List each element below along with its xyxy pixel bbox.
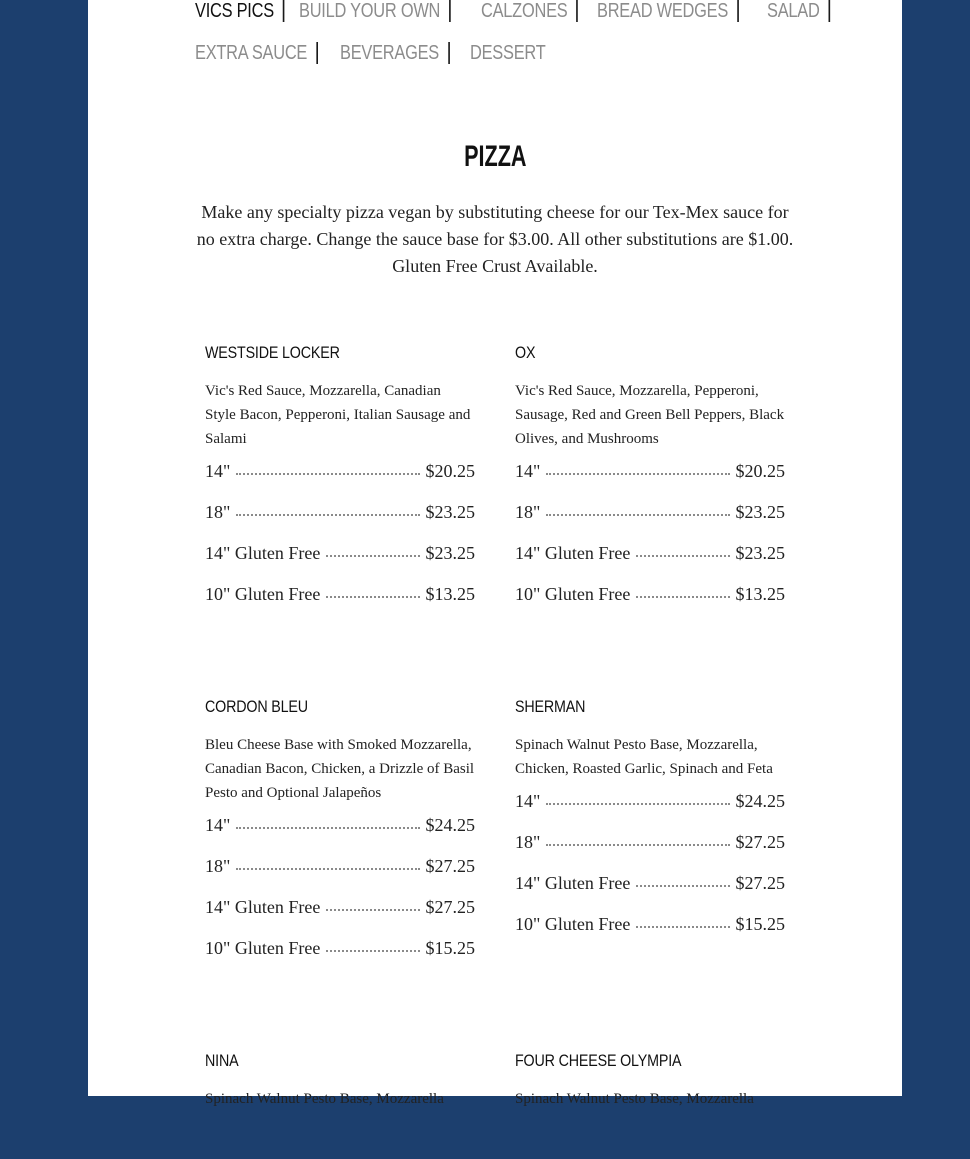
- section-title-text: PIZZA: [463, 140, 527, 173]
- item-description: Spinach Walnut Pesto Base, Mozzarella, Chicken, Roasted Garlic, Spinach and Feta: [515, 737, 773, 777]
- price-value: $27.25: [735, 873, 785, 893]
- price-list: [515, 791, 785, 955]
- size-label: 10" Gluten Free: [205, 938, 321, 958]
- nav-item-salad[interactable]: SALAD: [758, 0, 830, 22]
- price-value: $23.25: [735, 502, 785, 522]
- dot-leader: [326, 555, 419, 557]
- size-label: 18": [205, 856, 231, 876]
- price-value: $24.25: [425, 815, 475, 835]
- size-label: 14": [205, 461, 231, 481]
- menu-item-sherman: [515, 696, 785, 955]
- dot-leader: [636, 885, 729, 887]
- price-value: $27.25: [735, 832, 785, 852]
- price-row: [515, 914, 785, 955]
- size-label: 10" Gluten Free: [515, 584, 631, 604]
- dot-leader: [546, 473, 729, 475]
- size-label: 14" Gluten Free: [205, 897, 321, 917]
- size-label: 14" Gluten Free: [515, 873, 631, 893]
- price-row: [205, 938, 475, 979]
- price-value: $24.25: [735, 791, 785, 811]
- price-value: $27.25: [425, 856, 475, 876]
- page: [88, 0, 902, 1107]
- price-row: [515, 502, 785, 543]
- dot-leader: [326, 950, 419, 952]
- nav-item-vics-pics[interactable]: VICS PICS: [195, 0, 285, 22]
- section-title: [88, 140, 902, 174]
- size-label: 18": [515, 502, 541, 522]
- price-row: [515, 832, 785, 873]
- dot-leader: [236, 473, 419, 475]
- price-row: [515, 873, 785, 914]
- menu-item-ox: [515, 342, 785, 625]
- nav-item-beverages[interactable]: BEVERAGES: [331, 42, 450, 64]
- dot-leader: [546, 844, 729, 846]
- item-name: FOUR CHEESE OLYMPIA: [515, 1051, 682, 1070]
- item-description: Spinach Walnut Pesto Base, Mozzarella: [515, 1091, 754, 1107]
- price-row: [205, 856, 475, 897]
- item-name: WESTSIDE LOCKER: [205, 343, 340, 362]
- nav-item-dessert[interactable]: DESSERT: [470, 42, 546, 64]
- price-row: [515, 791, 785, 832]
- price-value: $15.25: [425, 938, 475, 958]
- nav-item-build-your-own[interactable]: BUILD YOUR OWN: [290, 0, 451, 22]
- item-name: NINA: [205, 1051, 239, 1070]
- price-value: $23.25: [735, 543, 785, 563]
- price-value: $13.25: [425, 584, 475, 604]
- price-list: [205, 815, 475, 979]
- dot-leader: [236, 868, 419, 870]
- size-label: 18": [515, 832, 541, 852]
- price-row: [205, 584, 475, 625]
- item-name: SHERMAN: [515, 697, 586, 716]
- dot-leader: [236, 827, 419, 829]
- price-row: [205, 461, 475, 502]
- size-label: 14": [205, 815, 231, 835]
- menu-item-cordon-bleu: [205, 696, 475, 979]
- price-value: $20.25: [735, 461, 785, 481]
- nav-item-bread-wedges[interactable]: BREAD WEDGES: [588, 0, 739, 22]
- size-label: 10" Gluten Free: [205, 584, 321, 604]
- price-row: [205, 897, 475, 938]
- size-label: 18": [205, 502, 231, 522]
- dot-leader: [636, 596, 729, 598]
- dot-leader: [326, 909, 419, 911]
- dot-leader: [636, 926, 729, 928]
- dot-leader: [326, 596, 419, 598]
- price-row: [205, 502, 475, 543]
- price-row: [205, 543, 475, 584]
- item-description: Vic's Red Sauce, Mozzarella, Canadian Style Bacon, Pepperoni, Italian Sausage and Salami: [205, 383, 471, 447]
- item-description: Vic's Red Sauce, Mozzarella, Pepperoni, Sausage, Red and Green Bell Peppers, Black Olives, and Mushrooms: [515, 383, 785, 447]
- size-label: 10" Gluten Free: [515, 914, 631, 934]
- price-value: $23.25: [425, 543, 475, 563]
- size-label: 14" Gluten Free: [515, 543, 631, 563]
- dot-leader: [546, 514, 729, 516]
- menu-item-nina: [205, 1050, 475, 1159]
- price-value: $27.25: [425, 897, 475, 917]
- price-row: [205, 815, 475, 856]
- item-name: CORDON BLEU: [205, 697, 308, 716]
- price-value: $20.25: [425, 461, 475, 481]
- dot-leader: [236, 514, 419, 516]
- menu-item-westside-locker: [205, 342, 475, 625]
- price-list: [515, 461, 785, 625]
- price-row: [515, 543, 785, 584]
- nav-row-2: [195, 41, 561, 65]
- price-value: $23.25: [425, 502, 475, 522]
- nav-item-extra-sauce[interactable]: EXTRA SAUCE: [195, 42, 318, 64]
- nav-row-1: [195, 0, 832, 23]
- price-value: $13.25: [735, 584, 785, 604]
- size-label: 14" Gluten Free: [205, 543, 321, 563]
- dot-leader: [546, 803, 729, 805]
- section-intro: Make any specialty pizza vegan by substituting cheese for our Tex-Mex sauce for no extra charge. Change the sauce base for $3.00. All other substitutions are $1.00. Gluten Free Crust Available.: [196, 202, 794, 276]
- item-description: Spinach Walnut Pesto Base, Mozzarella: [205, 1091, 444, 1107]
- price-row: [515, 461, 785, 502]
- price-row: [515, 584, 785, 625]
- size-label: 14": [515, 791, 541, 811]
- menu-item-four-cheese-olympia: [515, 1050, 785, 1159]
- item-name: OX: [515, 343, 536, 362]
- dot-leader: [636, 555, 729, 557]
- price-value: $15.25: [735, 914, 785, 934]
- nav-item-calzones[interactable]: CALZONES: [472, 0, 578, 22]
- item-description: Bleu Cheese Base with Smoked Mozzarella, Canadian Bacon, Chicken, a Drizzle of Basil Pesto and Optional Jalapeños: [205, 737, 475, 801]
- price-list: [205, 461, 475, 625]
- size-label: 14": [515, 461, 541, 481]
